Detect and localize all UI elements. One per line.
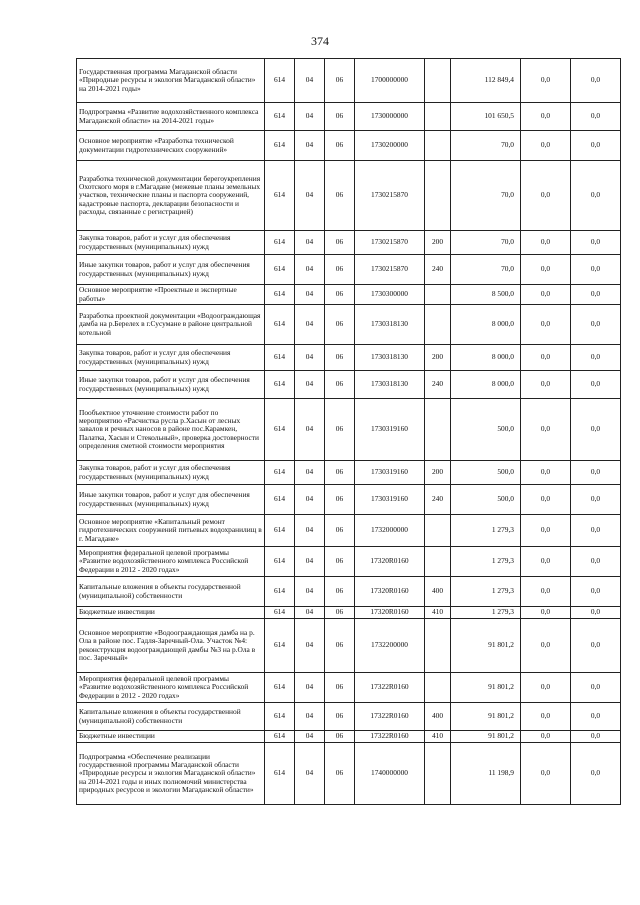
row-subsection-code: 06	[325, 619, 355, 673]
row-section-code: 04	[295, 255, 325, 285]
row-subsection-code: 06	[325, 673, 355, 703]
row-name: Основное мероприятие «Проектные и экспертные работы»	[77, 285, 265, 305]
row-amount-current: 91 801,2	[451, 731, 521, 743]
row-ved-code: 614	[265, 59, 295, 103]
row-expense-type-code	[425, 515, 451, 547]
table-row	[77, 161, 621, 231]
row-target-article-code: 17320R0160	[355, 607, 425, 619]
row-amount-year3: 0,0	[571, 131, 621, 161]
row-amount-current: 1 279,3	[451, 577, 521, 607]
row-amount-year3: 0,0	[571, 161, 621, 231]
row-name: Основное мероприятие «Капитальный ремонт гидротехнических сооружений питьевых водохранилищ в г. Магадане»	[77, 515, 265, 547]
row-target-article-code: 1730319160	[355, 399, 425, 461]
row-section-code: 04	[295, 577, 325, 607]
table-row	[77, 345, 621, 371]
row-expense-type-code	[425, 305, 451, 345]
row-name: Разработка технической документации берегоукрепления Охотского моря в г.Магадане (межевые планы земельных участков, технические планы и паспорта сооружений, кадастровые паспорта, декларации безопасности и расходы, связанные с регистрацией)	[77, 161, 265, 231]
row-amount-current: 8 000,0	[451, 305, 521, 345]
row-ved-code: 614	[265, 461, 295, 485]
row-target-article-code: 1732000000	[355, 515, 425, 547]
row-expense-type-code: 400	[425, 577, 451, 607]
row-ved-code: 614	[265, 577, 295, 607]
row-amount-current: 91 801,2	[451, 703, 521, 731]
row-name: Основное мероприятие «Водоограждающая дамба на р. Ола в районе пос. Гадля-Заречный-Ола. Участок №4: реконструкция водоограждающей дамбы №3 на р.Ола в пос. Заречный»	[77, 619, 265, 673]
row-subsection-code: 06	[325, 285, 355, 305]
row-amount-year3: 0,0	[571, 547, 621, 577]
row-amount-year2: 0,0	[521, 231, 571, 255]
row-amount-year3: 0,0	[571, 731, 621, 743]
row-amount-year2: 0,0	[521, 547, 571, 577]
row-amount-year3: 0,0	[571, 399, 621, 461]
row-expense-type-code	[425, 673, 451, 703]
row-subsection-code: 06	[325, 399, 355, 461]
row-expense-type-code	[425, 131, 451, 161]
row-section-code: 04	[295, 461, 325, 485]
row-amount-current: 8 000,0	[451, 371, 521, 399]
row-amount-current: 101 650,5	[451, 103, 521, 131]
row-ved-code: 614	[265, 731, 295, 743]
row-name: Мероприятия федеральной целевой программы «Развитие водохозяйственного комплекса Российской Федерации в 2012 - 2020 годах»	[77, 547, 265, 577]
row-section-code: 04	[295, 345, 325, 371]
row-name: Государственная программа Магаданской области «Природные ресурсы и экология Магаданской области» на 2014-2021 годы»	[77, 59, 265, 103]
row-subsection-code: 06	[325, 305, 355, 345]
row-target-article-code: 1730319160	[355, 461, 425, 485]
table-row	[77, 619, 621, 673]
row-name: Бюджетные инвестиции	[77, 731, 265, 743]
row-section-code: 04	[295, 231, 325, 255]
row-amount-current: 70,0	[451, 161, 521, 231]
row-amount-current: 500,0	[451, 461, 521, 485]
budget-table-body	[77, 59, 621, 805]
row-target-article-code: 1730318130	[355, 345, 425, 371]
row-ved-code: 614	[265, 547, 295, 577]
row-subsection-code: 06	[325, 731, 355, 743]
row-target-article-code: 17322R0160	[355, 673, 425, 703]
row-expense-type-code	[425, 547, 451, 577]
row-amount-current: 112 849,4	[451, 59, 521, 103]
row-ved-code: 614	[265, 103, 295, 131]
row-expense-type-code: 200	[425, 231, 451, 255]
row-amount-year3: 0,0	[571, 59, 621, 103]
row-subsection-code: 06	[325, 161, 355, 231]
row-ved-code: 614	[265, 399, 295, 461]
row-amount-year2: 0,0	[521, 255, 571, 285]
table-row	[77, 305, 621, 345]
row-target-article-code: 1730318130	[355, 371, 425, 399]
table-row	[77, 371, 621, 399]
row-name: Разработка проектной документации «Водоограждающая дамба на р.Берелех в г.Сусумане в районе центральной котельной	[77, 305, 265, 345]
row-ved-code: 614	[265, 161, 295, 231]
row-expense-type-code: 410	[425, 607, 451, 619]
row-target-article-code: 1730300000	[355, 285, 425, 305]
page-number: 374	[311, 34, 329, 48]
row-target-article-code: 1730215870	[355, 255, 425, 285]
row-subsection-code: 06	[325, 131, 355, 161]
table-row	[77, 59, 621, 103]
row-amount-current: 8 500,0	[451, 285, 521, 305]
row-name: Иные закупки товаров, работ и услуг для обеспечения государственных (муниципальных) нужд	[77, 485, 265, 515]
row-amount-current: 1 279,3	[451, 515, 521, 547]
row-ved-code: 614	[265, 703, 295, 731]
row-amount-year2: 0,0	[521, 607, 571, 619]
row-amount-year2: 0,0	[521, 131, 571, 161]
row-section-code: 04	[295, 547, 325, 577]
row-name: Бюджетные инвестиции	[77, 607, 265, 619]
row-ved-code: 614	[265, 515, 295, 547]
row-name: Мероприятия федеральной целевой программы «Развитие водохозяйственного комплекса Российской Федерации в 2012 - 2020 годах»	[77, 673, 265, 703]
row-subsection-code: 06	[325, 231, 355, 255]
row-amount-current: 8 000,0	[451, 345, 521, 371]
row-name: Пообъектное уточнение стоимости работ по мероприятию «Расчистка русла р.Хасын от лесных завалов и речных наносов в районе пос.Карамкен, Палатка, Хасын и Стекольный», проверка достоверности определения сметной стоимости мероприятия	[77, 399, 265, 461]
row-target-article-code: 1730215870	[355, 161, 425, 231]
row-expense-type-code	[425, 619, 451, 673]
row-section-code: 04	[295, 731, 325, 743]
row-expense-type-code: 400	[425, 703, 451, 731]
row-amount-year2: 0,0	[521, 703, 571, 731]
row-target-article-code: 1740000000	[355, 743, 425, 805]
table-row	[77, 673, 621, 703]
row-target-article-code: 1730318130	[355, 305, 425, 345]
row-section-code: 04	[295, 485, 325, 515]
row-amount-current: 70,0	[451, 255, 521, 285]
row-amount-current: 1 279,3	[451, 607, 521, 619]
row-ved-code: 614	[265, 305, 295, 345]
row-subsection-code: 06	[325, 371, 355, 399]
row-section-code: 04	[295, 743, 325, 805]
row-amount-year3: 0,0	[571, 345, 621, 371]
row-name: Иные закупки товаров, работ и услуг для обеспечения государственных (муниципальных) нужд	[77, 371, 265, 399]
row-target-article-code: 17320R0160	[355, 547, 425, 577]
row-ved-code: 614	[265, 619, 295, 673]
row-amount-year2: 0,0	[521, 673, 571, 703]
row-expense-type-code: 240	[425, 371, 451, 399]
row-subsection-code: 06	[325, 607, 355, 619]
row-amount-year2: 0,0	[521, 399, 571, 461]
row-subsection-code: 06	[325, 255, 355, 285]
row-section-code: 04	[295, 371, 325, 399]
row-name: Основное мероприятие «Разработка технической документации гидротехнических сооружений»	[77, 131, 265, 161]
row-target-article-code: 17320R0160	[355, 577, 425, 607]
row-amount-year3: 0,0	[571, 743, 621, 805]
row-section-code: 04	[295, 703, 325, 731]
row-section-code: 04	[295, 103, 325, 131]
row-ved-code: 614	[265, 231, 295, 255]
table-row	[77, 131, 621, 161]
table-row	[77, 731, 621, 743]
row-amount-year3: 0,0	[571, 703, 621, 731]
row-expense-type-code: 200	[425, 461, 451, 485]
row-subsection-code: 06	[325, 515, 355, 547]
row-amount-year2: 0,0	[521, 619, 571, 673]
row-section-code: 04	[295, 619, 325, 673]
row-amount-current: 91 801,2	[451, 619, 521, 673]
table-row	[77, 743, 621, 805]
row-amount-year2: 0,0	[521, 577, 571, 607]
row-amount-year3: 0,0	[571, 485, 621, 515]
row-target-article-code: 1732200000	[355, 619, 425, 673]
table-row	[77, 485, 621, 515]
row-expense-type-code	[425, 161, 451, 231]
table-row	[77, 285, 621, 305]
row-amount-current: 500,0	[451, 485, 521, 515]
row-ved-code: 614	[265, 485, 295, 515]
row-amount-year3: 0,0	[571, 607, 621, 619]
row-amount-year3: 0,0	[571, 515, 621, 547]
row-subsection-code: 06	[325, 345, 355, 371]
row-name: Подпрограмма «Развитие водохозяйственного комплекса Магаданской области» на 2014-2021 годы»	[77, 103, 265, 131]
row-amount-year2: 0,0	[521, 59, 571, 103]
row-subsection-code: 06	[325, 577, 355, 607]
row-ved-code: 614	[265, 131, 295, 161]
row-amount-year3: 0,0	[571, 305, 621, 345]
row-target-article-code: 17322R0160	[355, 731, 425, 743]
row-amount-current: 500,0	[451, 399, 521, 461]
table-row	[77, 547, 621, 577]
row-expense-type-code	[425, 285, 451, 305]
row-amount-year2: 0,0	[521, 485, 571, 515]
row-target-article-code: 17322R0160	[355, 703, 425, 731]
row-subsection-code: 06	[325, 743, 355, 805]
row-section-code: 04	[295, 399, 325, 461]
row-name: Закупка товаров, работ и услуг для обеспечения государственных (муниципальных) нужд	[77, 461, 265, 485]
row-amount-year3: 0,0	[571, 577, 621, 607]
row-section-code: 04	[295, 285, 325, 305]
row-section-code: 04	[295, 607, 325, 619]
row-expense-type-code: 240	[425, 255, 451, 285]
row-ved-code: 614	[265, 371, 295, 399]
row-target-article-code: 1730319160	[355, 485, 425, 515]
row-amount-year2: 0,0	[521, 285, 571, 305]
row-amount-current: 70,0	[451, 231, 521, 255]
table-row	[77, 399, 621, 461]
table-row	[77, 607, 621, 619]
row-subsection-code: 06	[325, 103, 355, 131]
row-expense-type-code	[425, 103, 451, 131]
row-amount-current: 1 279,3	[451, 547, 521, 577]
row-amount-year2: 0,0	[521, 305, 571, 345]
table-row	[77, 461, 621, 485]
row-ved-code: 614	[265, 673, 295, 703]
row-amount-year2: 0,0	[521, 743, 571, 805]
row-subsection-code: 06	[325, 703, 355, 731]
row-section-code: 04	[295, 305, 325, 345]
table-row	[77, 231, 621, 255]
row-expense-type-code	[425, 59, 451, 103]
row-name: Закупка товаров, работ и услуг для обеспечения государственных (муниципальных) нужд	[77, 345, 265, 371]
row-amount-year3: 0,0	[571, 285, 621, 305]
row-target-article-code: 1730215870	[355, 231, 425, 255]
row-name: Иные закупки товаров, работ и услуг для обеспечения государственных (муниципальных) нужд	[77, 255, 265, 285]
row-amount-year2: 0,0	[521, 515, 571, 547]
row-amount-year3: 0,0	[571, 461, 621, 485]
row-target-article-code: 1730200000	[355, 131, 425, 161]
row-amount-current: 91 801,2	[451, 673, 521, 703]
row-ved-code: 614	[265, 255, 295, 285]
row-amount-year2: 0,0	[521, 371, 571, 399]
row-section-code: 04	[295, 515, 325, 547]
row-ved-code: 614	[265, 607, 295, 619]
row-amount-year2: 0,0	[521, 461, 571, 485]
table-row	[77, 515, 621, 547]
row-expense-type-code	[425, 743, 451, 805]
row-amount-year3: 0,0	[571, 231, 621, 255]
row-subsection-code: 06	[325, 461, 355, 485]
row-ved-code: 614	[265, 285, 295, 305]
row-name: Капитальные вложения в объекты государственной (муниципальной) собственности	[77, 577, 265, 607]
row-amount-year2: 0,0	[521, 103, 571, 131]
row-amount-year2: 0,0	[521, 161, 571, 231]
row-amount-year3: 0,0	[571, 371, 621, 399]
table-row	[77, 577, 621, 607]
budget-table	[76, 58, 621, 805]
table-row	[77, 703, 621, 731]
row-section-code: 04	[295, 59, 325, 103]
row-subsection-code: 06	[325, 485, 355, 515]
row-amount-year3: 0,0	[571, 619, 621, 673]
row-section-code: 04	[295, 131, 325, 161]
row-section-code: 04	[295, 673, 325, 703]
row-amount-current: 11 198,9	[451, 743, 521, 805]
row-name: Закупка товаров, работ и услуг для обеспечения государственных (муниципальных) нужд	[77, 231, 265, 255]
row-target-article-code: 1730000000	[355, 103, 425, 131]
row-expense-type-code: 200	[425, 345, 451, 371]
table-row	[77, 255, 621, 285]
row-expense-type-code: 410	[425, 731, 451, 743]
row-amount-year3: 0,0	[571, 673, 621, 703]
row-target-article-code: 1700000000	[355, 59, 425, 103]
row-ved-code: 614	[265, 743, 295, 805]
row-ved-code: 614	[265, 345, 295, 371]
row-expense-type-code: 240	[425, 485, 451, 515]
row-amount-year2: 0,0	[521, 731, 571, 743]
row-section-code: 04	[295, 161, 325, 231]
row-subsection-code: 06	[325, 59, 355, 103]
row-amount-year2: 0,0	[521, 345, 571, 371]
row-amount-current: 70,0	[451, 131, 521, 161]
row-subsection-code: 06	[325, 547, 355, 577]
row-amount-year3: 0,0	[571, 103, 621, 131]
row-expense-type-code	[425, 399, 451, 461]
row-name: Капитальные вложения в объекты государственной (муниципальной) собственности	[77, 703, 265, 731]
row-name: Подпрограмма «Обеспечение реализации государственной программы Магаданской области «Природные ресурсы и экология Магаданской области» на 2014-2021 годы и иных полномочий министерства природных ресурсов и экологии Магаданской области»	[77, 743, 265, 805]
row-amount-year3: 0,0	[571, 255, 621, 285]
table-row	[77, 103, 621, 131]
